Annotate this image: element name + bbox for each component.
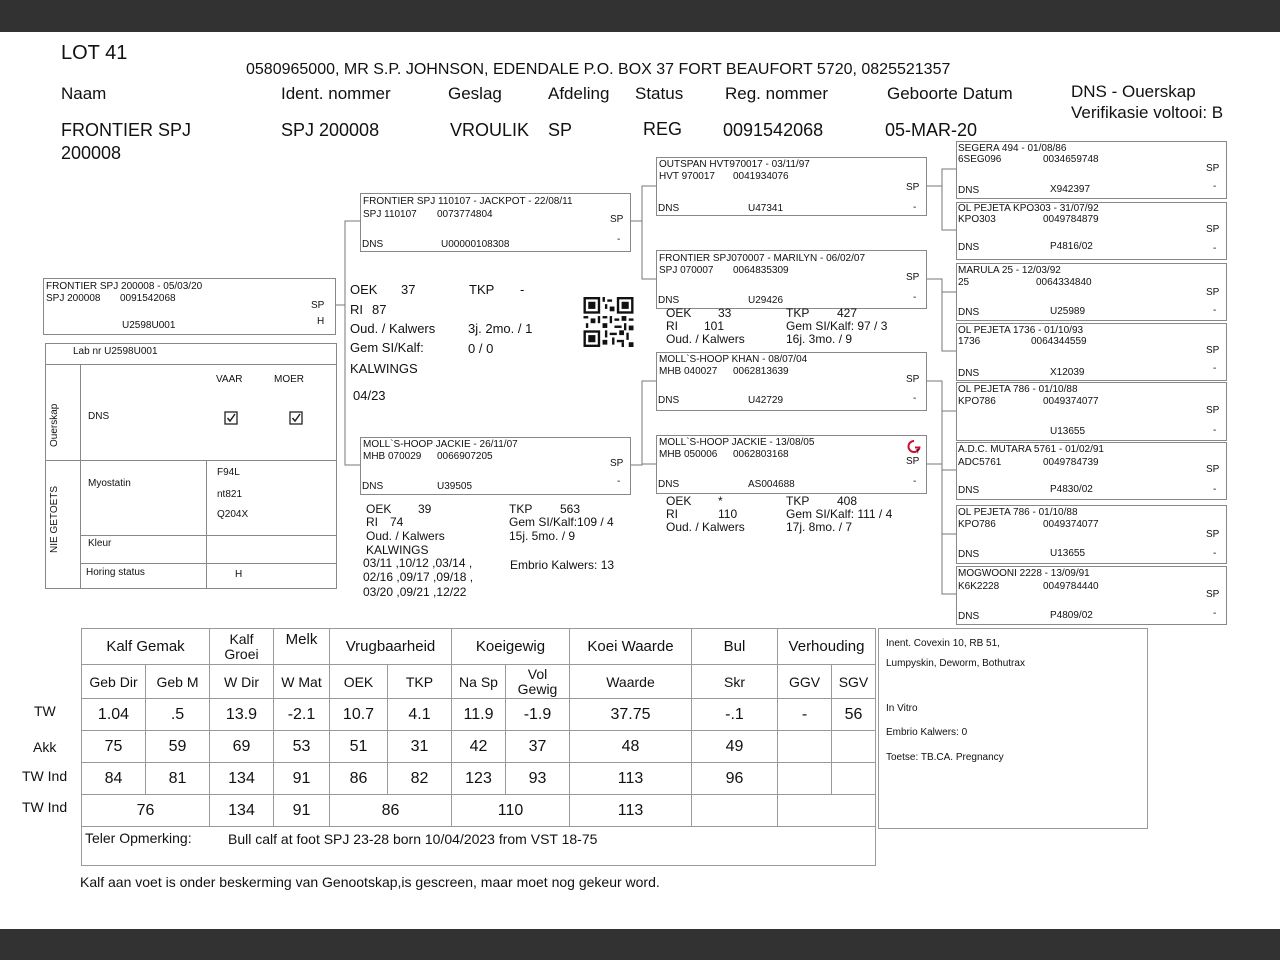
sub-tkp: TKP [388,665,452,699]
sire-oud-label: Oud. / Kalwers [350,321,436,336]
sub-w-dir: W Dir [210,665,274,699]
ggp-reg: 0049374077 [1043,519,1099,530]
cell: 31 [388,731,452,763]
cell: 51 [330,731,388,763]
side-toetse: Toetse: TB.CA. Pregnancy [886,752,1004,763]
ggp-dna: P4830/02 [1050,484,1093,495]
remarks-text: Bull calf at foot SPJ 23-28 born 10/04/2023 from VST 18-75 [228,831,598,847]
ggp-reg: 0049374077 [1043,396,1099,407]
ggp-dna: P4816/02 [1050,241,1093,252]
gp-stat-oek-label: OEK [666,306,692,320]
dam-oek-value: 39 [418,502,432,516]
col-naam: Naam [61,84,107,103]
cell [692,795,778,827]
gp-stat-oek-value: * [718,494,723,508]
dam-dns-check-icon [289,411,303,425]
animal-name-1: FRONTIER SPJ [61,120,192,140]
cell: 110 [452,795,570,827]
dam-dns: DNS [362,481,384,492]
ggp-ident: KPO303 [958,214,996,225]
ggp-dash: - [1213,548,1217,559]
sire-ri-value: 87 [372,302,387,317]
animal-reg: 0091542068 [723,120,824,140]
cell: -2.1 [274,699,330,731]
ggp-sp: SP [1206,345,1220,356]
cell [832,731,876,763]
cell: 76 [82,795,210,827]
ggp-dna: X942397 [1050,184,1091,195]
sire-sp: SP [610,214,624,225]
cell: 82 [388,763,452,795]
animal-card [43,278,336,335]
cell: 37 [506,731,570,763]
ggp-title: OL PEJETA 1736 - 01/10/93 [958,325,1084,336]
row-tw [82,699,876,731]
cell: 1.04 [82,699,146,731]
col-birth: Geboorte Datum [887,84,1013,103]
myo-f94l: F94L [217,467,240,478]
sire-kalwings-dates: 04/23 [353,388,386,403]
sub-geb-dir: Geb Dir [82,665,146,699]
gp-stat-tkp-label: TKP [786,494,810,508]
ggp-card [956,442,1227,500]
col-ident: Ident. nommer [281,84,391,103]
ggp-ident: 25 [958,277,970,288]
dam-embrio: Embrio Kalwers: 13 [510,558,615,572]
dam-oek-label: OEK [366,502,392,516]
cell [778,763,832,795]
dam-oud-label: Oud. / Kalwers [366,529,445,543]
cell: 86 [330,763,388,795]
animal-card-sp: SP [311,300,325,311]
group-koeigewig: Koeigewig [452,629,570,665]
gp-stat-tkp-value: 408 [837,494,858,508]
lab-side-nie-getoets: NIE GETOETS [49,485,60,553]
dam-ri-value: 74 [390,515,404,529]
svg-text:T: T [916,449,920,454]
ggp-dns: DNS [958,368,980,379]
group-koei-waarde: Koei Waarde [570,629,692,665]
cell: 81 [146,763,210,795]
cell [778,795,876,827]
ggp-title: MARULA 25 - 12/03/92 [958,265,1061,276]
animal-card-reg: 0091542068 [120,293,176,304]
cell: 96 [692,763,778,795]
gp-dns: DNS [658,295,680,306]
sire-oek-value: 37 [401,282,416,297]
gp-stat-tkp-label: TKP [786,306,810,320]
gp-ident: SPJ 070007 [659,265,714,276]
sire-dns-check-icon [224,411,238,425]
ggp-dna: P4809/02 [1050,610,1093,621]
gp-sp: SP [906,374,920,385]
dam-sp: SP [610,458,624,469]
sire-tkp-label: TKP [469,282,495,297]
ggp-sp: SP [1206,589,1220,600]
ggp-dns: DNS [958,307,980,318]
ebv-table [81,628,876,866]
cell [832,763,876,795]
gp-title: MOLL`S-HOOP JACKIE - 13/08/05 [659,437,815,448]
col-status: Status [635,84,684,103]
row-tw-ind-2 [82,795,876,827]
gp-stat-gem: Gem SI/Kalf: 111 / 4 [786,507,893,521]
sub-skr: Skr [692,665,778,699]
sub-w-mat: W Mat [274,665,330,699]
ggp-dns: DNS [958,611,980,622]
ggp-ident: 1736 [958,336,981,347]
group-kalf-groei: Kalf Groei [210,629,274,665]
dam-title: MOLL`S-HOOP JACKIE - 26/11/07 [363,439,518,450]
ggp-card [956,566,1227,625]
side-embrio: Embrio Kalwers: 0 [886,727,968,738]
gp-title: MOLL`S-HOOP KHAN - 08/07/04 [659,354,808,365]
gp-stat-oek-label: OEK [666,494,692,508]
gp-dns: DNS [658,479,680,490]
gp-dash: - [913,292,917,303]
dam-card [360,437,631,495]
animal-card-dna: U2598U001 [122,320,176,331]
side-inent-1: Inent. Covexin 10, RB 51, [886,638,1000,649]
ggp-dash: - [1213,484,1217,495]
cell: 56 [832,699,876,731]
lot-number: LOT 41 [61,42,128,64]
ggp-dns: DNS [958,185,980,196]
row-label-tw-ind-1: TW Ind [22,768,68,784]
sub-geb-m: Geb M [146,665,210,699]
myo-q204x: Q204X [217,509,249,520]
ggp-sp: SP [1206,529,1220,540]
dam-dash: - [617,476,621,487]
ggp-sp: SP [1206,224,1220,235]
animal-status: REG [643,119,683,139]
ggp-dna: X12039 [1050,367,1085,378]
ggp-card [956,323,1227,381]
gp-dash: - [913,393,917,404]
gp-sp: SP [906,182,920,193]
dam-ri-label: RI [366,515,378,529]
cell: 11.9 [452,699,506,731]
animal-card-title: FRONTIER SPJ 200008 - 05/03/20 [46,281,203,292]
sire-reg: 0073774804 [437,209,493,220]
row-akk [82,731,876,763]
ggp-title: SEGERA 494 - 01/08/86 [958,143,1067,154]
group-melk: Melk [274,629,330,665]
gp-ident: MHB 040027 [659,366,718,377]
side-inent-2: Lumpyskin, Deworm, Bothutrax [886,658,1025,669]
gp-dash: - [913,202,917,213]
ggp-dash: - [1213,181,1217,192]
gp-card [656,250,927,309]
qr-code-icon [582,297,635,347]
lab-dns: DNS [88,411,110,422]
dns-title: DNS - Ouerskap [1071,82,1196,101]
col-afdeling: Afdeling [548,84,610,103]
lab-kleur: Kleur [88,538,112,549]
gp-reg: 0064835309 [733,265,789,276]
gp-title: FRONTIER SPJ070007 - MARILYN - 06/02/07 [659,253,866,264]
ggp-dna: U13655 [1050,548,1086,559]
lab-panel [45,343,337,589]
myo-nt821: nt821 [217,489,243,500]
gp-title: OUTSPAN HVT970017 - 03/11/97 [659,159,810,170]
cell: .5 [146,699,210,731]
sire-dna: U00000108308 [441,239,510,250]
lab-vaar: VAAR [216,374,243,385]
sire-card [360,193,631,252]
ggp-card [956,505,1227,564]
sub-vol-gewig: Vol Gewig [506,665,570,699]
ggp-dash: - [1213,363,1217,374]
row-remarks [82,827,876,866]
dam-tkp-value: 563 [560,502,581,516]
dam-kal-dates-3: 03/20 ,09/21 ,12/22 [363,585,467,599]
cell: 75 [82,731,146,763]
cell: 91 [274,795,330,827]
ggp-title: OL PEJETA KPO303 - 31/07/92 [958,203,1099,214]
ggp-dns: DNS [958,242,980,253]
animal-card-ident: SPJ 200008 [46,293,101,304]
ggp-reg: 0049784440 [1043,581,1099,592]
dam-dna: U39505 [437,481,473,492]
side-invitro: In Vitro [886,703,918,714]
cell: 134 [210,763,274,795]
gp-dna: U47341 [748,203,784,214]
gp-stat-ri-value: 101 [704,319,725,333]
group-verhouding: Verhouding [778,629,876,665]
row-label-tw: TW [34,703,56,719]
ggp-reg: 0049784739 [1043,457,1099,468]
gp-dash: - [913,476,917,487]
col-reg: Reg. nommer [725,84,828,103]
ggp-sp: SP [1206,405,1220,416]
cell: 84 [82,763,146,795]
cell [778,731,832,763]
footer-note: Kalf aan voet is onder beskerming van Genootskap,is gescreen, maar moet nog gekeur word. [80,874,660,890]
remarks-label: Teler Opmerking: [85,830,192,846]
sub-waarde: Waarde [570,665,692,699]
gp-dna: U29426 [748,295,784,306]
sire-oud-value: 3j. 2mo. / 1 [468,321,533,336]
animal-section: SP [548,120,573,140]
cell: 134 [210,795,274,827]
cell: 4.1 [388,699,452,731]
dam-reg: 0066907205 [437,451,493,462]
sire-dns: DNS [362,239,384,250]
gp-dns: DNS [658,203,680,214]
gp-stat-ri-label: RI [666,319,678,333]
dns-verify: Verifikasie voltooi: B [1071,103,1224,122]
row-label-akk: Akk [33,739,57,755]
sire-dash: - [617,234,621,245]
sire-tkp-value: - [520,282,525,297]
ggp-sp: SP [1206,287,1220,298]
animal-card-h: H [317,316,325,327]
cell: 86 [330,795,452,827]
cell: 37.75 [570,699,692,731]
sire-kalwings: KALWINGS [350,361,418,376]
dam-kal-dates-2: 02/16 ,09/17 ,09/18 , [363,570,474,584]
ggp-dns: DNS [958,485,980,496]
dam-ident: MHB 070029 [363,451,422,462]
gp-ident: HVT 970017 [659,171,715,182]
lab-moer: MOER [274,374,304,385]
gp-stat-oud-label: Oud. / Kalwers [666,520,745,534]
ggp-reg: 0049784879 [1043,214,1099,225]
row-label-tw-ind-2: TW Ind [22,799,68,815]
cell: 123 [452,763,506,795]
sub-oek: OEK [330,665,388,699]
ggp-title: MOGWOONI 2228 - 13/09/91 [958,568,1090,579]
dam-oud-value: 15j. 5mo. / 9 [509,529,576,543]
cell: 113 [570,795,692,827]
ggp-ident: ADC5761 [958,457,1002,468]
ggp-reg: 0034659748 [1043,154,1099,165]
sub-na-sp: Na Sp [452,665,506,699]
col-geslag: Geslag [448,84,502,103]
ggp-dash: - [1213,425,1217,436]
sire-title: FRONTIER SPJ 110107 - JACKPOT - 22/08/11 [363,196,573,207]
cell: 93 [506,763,570,795]
gp-stat-oud-value: 16j. 3mo. / 9 [786,332,853,346]
gp-dna: U42729 [748,395,784,406]
lab-nr: Lab nr U2598U001 [73,346,158,357]
row-tw-ind-1 [82,763,876,795]
lab-myostatin: Myostatin [88,478,131,489]
ggp-card [956,263,1227,321]
ggp-title: OL PEJETA 786 - 01/10/88 [958,384,1078,395]
animal-sex: VROULIK [450,120,530,140]
ggp-ident: KPO786 [958,396,996,407]
gp-stat-tkp-value: 427 [837,306,858,320]
sire-ident: SPJ 110107 [363,209,417,220]
cell: 113 [570,763,692,795]
lab-side-ouerskap: Ouerskap [49,403,60,447]
cell: -1.9 [506,699,570,731]
gp-ident: MHB 050006 [659,449,718,460]
dam-kalwings: KALWINGS [366,543,429,557]
sub-ggv: GGV [778,665,832,699]
gp-stat-oek-value: 33 [718,306,732,320]
gp-stat-ri-value: 110 [718,507,738,521]
dam-gem: Gem SI/Kalf:109 / 4 [509,515,614,529]
cell: 48 [570,731,692,763]
ggp-ident: KPO786 [958,519,996,530]
gp-sp: SP [906,272,920,283]
side-info-panel [878,628,1148,829]
ggp-dash: - [1213,243,1217,254]
sub-sgv: SGV [832,665,876,699]
ggp-dash: - [1213,608,1217,619]
ggp-sp: SP [1206,464,1220,475]
animal-ident: SPJ 200008 [281,120,380,140]
gp-stat-ri-label: RI [666,507,678,521]
sire-oek-label: OEK [350,282,378,297]
ggp-reg: 0064334840 [1036,277,1092,288]
gp-stat-oud-value: 17j. 8mo. / 7 [786,520,853,534]
cell: 10.7 [330,699,388,731]
ggp-dna: U13655 [1050,426,1086,437]
owner-details: 0580965000, MR S.P. JOHNSON, EDENDALE P.O. BOX 37 FORT BEAUFORT 5720, 0825521357 [246,61,951,78]
lab-horing: Horing status [86,567,145,578]
ggp-ident: 6SEG096 [958,154,1002,165]
gp-stat-oud-label: Oud. / Kalwers [666,332,745,346]
animal-birth: 05-MAR-20 [885,120,978,140]
cell: 53 [274,731,330,763]
group-vrugbaarheid: Vrugbaarheid [330,629,452,665]
ggp-card [956,202,1227,260]
sire-gem-value: 0 / 0 [468,341,494,356]
ggp-ident: K6K2228 [958,581,1000,592]
gp-card [656,435,927,494]
ggp-dns: DNS [958,549,980,560]
gp-reg: 0062813639 [733,366,789,377]
gp-card [656,352,927,411]
sire-gem-label: Gem SI/Kalf: [350,340,424,355]
ggp-reg: 0064344559 [1031,336,1087,347]
dam-kal-dates-1: 03/11 ,10/12 ,03/14 , [363,556,473,570]
ggp-card [956,382,1227,441]
ggp-dna: U25989 [1050,306,1086,317]
cell: 42 [452,731,506,763]
cell: -.1 [692,699,778,731]
ggp-card [956,141,1227,199]
gp-dna: AS004688 [748,479,795,490]
cell: 59 [146,731,210,763]
sire-ri-label: RI [350,302,363,317]
breed-logo-icon [906,439,922,454]
cell: - [778,699,832,731]
gp-stat-gem: Gem SI/Kalf: 97 / 3 [786,319,888,333]
gp-dns: DNS [658,395,680,406]
cell: 13.9 [210,699,274,731]
ggp-title: A.D.C. MUTARA 5761 - 01/02/91 [958,444,1104,455]
animal-name-2: 200008 [61,143,122,163]
gp-sp: SP [906,456,920,467]
ggp-dash: - [1213,305,1217,316]
ggp-title: OL PEJETA 786 - 01/10/88 [958,507,1078,518]
cell: 91 [274,763,330,795]
gp-card [656,157,927,216]
group-bul: Bul [692,629,778,665]
gp-reg: 0041934076 [733,171,789,182]
dam-tkp-label: TKP [509,502,533,516]
cell: 69 [210,731,274,763]
cell: 49 [692,731,778,763]
gp-reg: 0062803168 [733,449,789,460]
group-kalf-gemak: Kalf Gemak [82,629,210,665]
ggp-sp: SP [1206,163,1220,174]
lab-horing-value: H [235,569,243,580]
